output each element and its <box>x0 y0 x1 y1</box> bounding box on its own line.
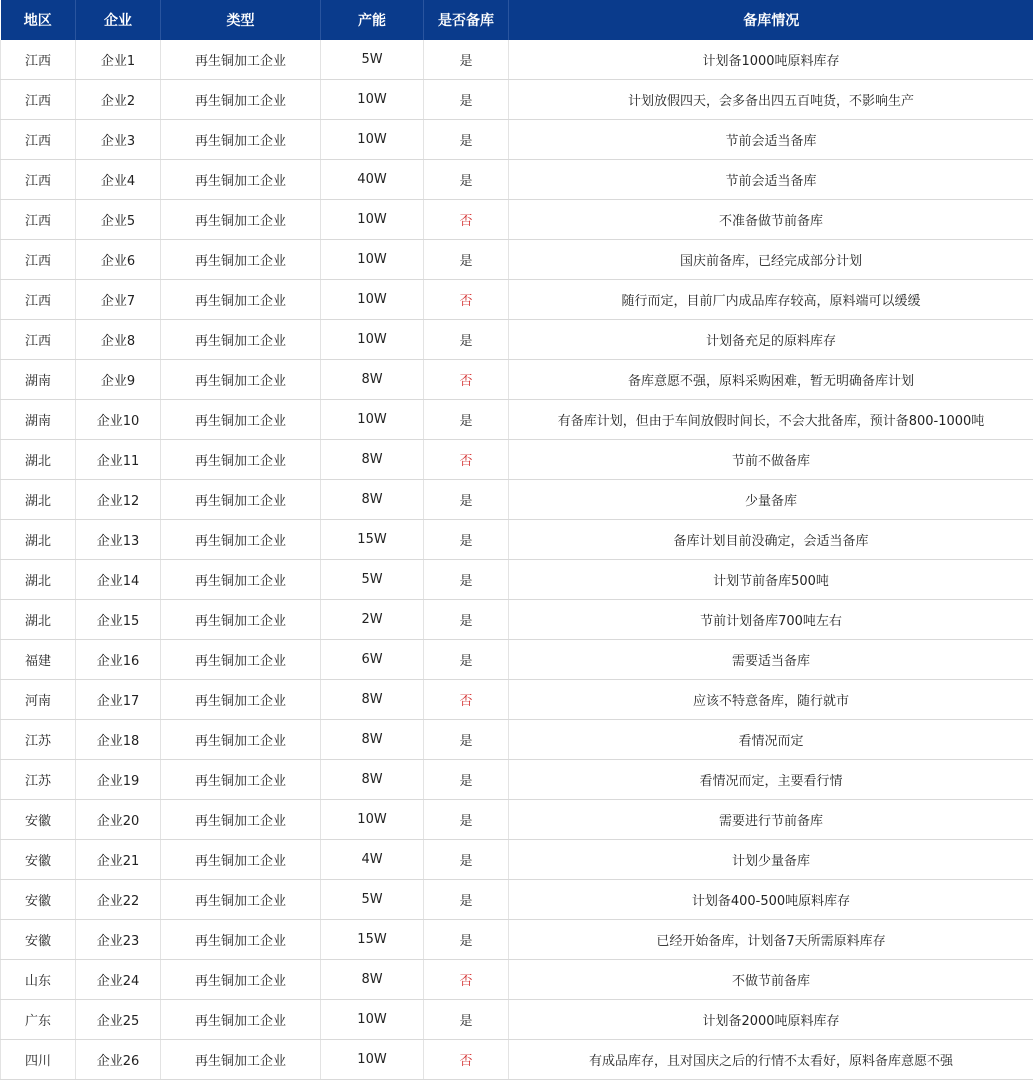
cell-company: 企业3 <box>76 120 161 160</box>
cell-company: 企业19 <box>76 760 161 800</box>
cell-stock: 是 <box>424 520 509 560</box>
cell-capacity: 10W <box>321 800 424 840</box>
cell-type: 再生铜加工企业 <box>161 480 321 520</box>
cell-type: 再生铜加工企业 <box>161 320 321 360</box>
cell-region: 江西 <box>1 280 76 320</box>
cell-company: 企业20 <box>76 800 161 840</box>
cell-situation: 节前会适当备库 <box>509 160 1033 200</box>
cell-capacity: 40W <box>321 160 424 200</box>
cell-situation: 有备库计划，但由于车间放假时间长，不会大批备库，预计备800-1000吨 <box>509 400 1033 440</box>
cell-region: 江西 <box>1 200 76 240</box>
cell-situation: 应该不特意备库，随行就市 <box>509 680 1033 720</box>
table-row <box>1 360 1033 400</box>
cell-situation: 需要进行节前备库 <box>509 800 1033 840</box>
table-row <box>1 560 1033 600</box>
cell-type: 再生铜加工企业 <box>161 1040 321 1080</box>
cell-situation: 计划少量备库 <box>509 840 1033 880</box>
table-row <box>1 1040 1033 1080</box>
table-row <box>1 200 1033 240</box>
cell-company: 企业12 <box>76 480 161 520</box>
cell-capacity: 8W <box>321 440 424 480</box>
cell-situation: 已经开始备库，计划备7天所需原料库存 <box>509 920 1033 960</box>
cell-region: 湖北 <box>1 480 76 520</box>
cell-company: 企业15 <box>76 600 161 640</box>
cell-company: 企业5 <box>76 200 161 240</box>
cell-type: 再生铜加工企业 <box>161 520 321 560</box>
cell-stock: 是 <box>424 40 509 80</box>
cell-company: 企业4 <box>76 160 161 200</box>
cell-type: 再生铜加工企业 <box>161 800 321 840</box>
cell-company: 企业7 <box>76 280 161 320</box>
cell-capacity: 15W <box>321 520 424 560</box>
cell-stock: 是 <box>424 720 509 760</box>
table-row <box>1 520 1033 560</box>
cell-region: 江西 <box>1 160 76 200</box>
table-row <box>1 120 1033 160</box>
cell-stock: 是 <box>424 880 509 920</box>
cell-company: 企业25 <box>76 1000 161 1040</box>
cell-region: 湖南 <box>1 400 76 440</box>
cell-situation: 需要适当备库 <box>509 640 1033 680</box>
cell-capacity: 5W <box>321 560 424 600</box>
cell-type: 再生铜加工企业 <box>161 680 321 720</box>
cell-region: 安徽 <box>1 880 76 920</box>
cell-region: 安徽 <box>1 840 76 880</box>
table-row <box>1 400 1033 440</box>
cell-region: 江西 <box>1 80 76 120</box>
cell-situation: 计划节前备库500吨 <box>509 560 1033 600</box>
cell-type: 再生铜加工企业 <box>161 720 321 760</box>
table-row <box>1 280 1033 320</box>
table-row <box>1 880 1033 920</box>
cell-company: 企业22 <box>76 880 161 920</box>
cell-capacity: 5W <box>321 880 424 920</box>
cell-type: 再生铜加工企业 <box>161 880 321 920</box>
cell-situation: 计划备400-500吨原料库存 <box>509 880 1033 920</box>
cell-stock: 是 <box>424 320 509 360</box>
cell-type: 再生铜加工企业 <box>161 400 321 440</box>
cell-stock: 否 <box>424 360 509 400</box>
cell-company: 企业13 <box>76 520 161 560</box>
cell-situation: 备库计划目前没确定，会适当备库 <box>509 520 1033 560</box>
cell-situation: 随行而定，目前厂内成品库存较高，原料端可以缓缓 <box>509 280 1033 320</box>
cell-situation: 计划备充足的原料库存 <box>509 320 1033 360</box>
cell-stock: 否 <box>424 1040 509 1080</box>
cell-capacity: 4W <box>321 840 424 880</box>
cell-type: 再生铜加工企业 <box>161 40 321 80</box>
table-row <box>1 960 1033 1000</box>
cell-situation: 计划备1000吨原料库存 <box>509 40 1033 80</box>
cell-stock: 是 <box>424 560 509 600</box>
cell-company: 企业9 <box>76 360 161 400</box>
cell-company: 企业26 <box>76 1040 161 1080</box>
cell-company: 企业24 <box>76 960 161 1000</box>
cell-type: 再生铜加工企业 <box>161 640 321 680</box>
cell-stock: 是 <box>424 400 509 440</box>
cell-region: 江苏 <box>1 720 76 760</box>
header-stock: 是否备库 <box>424 0 509 40</box>
cell-situation: 看情况而定 <box>509 720 1033 760</box>
header-type: 类型 <box>161 0 321 40</box>
cell-company: 企业11 <box>76 440 161 480</box>
cell-region: 四川 <box>1 1040 76 1080</box>
cell-company: 企业8 <box>76 320 161 360</box>
table-row <box>1 720 1033 760</box>
cell-stock: 是 <box>424 640 509 680</box>
cell-stock: 是 <box>424 240 509 280</box>
cell-capacity: 10W <box>321 1040 424 1080</box>
cell-situation: 不做节前备库 <box>509 960 1033 1000</box>
cell-capacity: 5W <box>321 40 424 80</box>
cell-region: 江西 <box>1 120 76 160</box>
table-row <box>1 1000 1033 1040</box>
cell-situation: 国庆前备库，已经完成部分计划 <box>509 240 1033 280</box>
cell-type: 再生铜加工企业 <box>161 1000 321 1040</box>
cell-type: 再生铜加工企业 <box>161 160 321 200</box>
cell-capacity: 10W <box>321 280 424 320</box>
cell-region: 安徽 <box>1 800 76 840</box>
table-row <box>1 600 1033 640</box>
cell-capacity: 10W <box>321 120 424 160</box>
cell-type: 再生铜加工企业 <box>161 360 321 400</box>
cell-situation: 备库意愿不强，原料采购困难，暂无明确备库计划 <box>509 360 1033 400</box>
cell-stock: 是 <box>424 760 509 800</box>
header-region: 地区 <box>1 0 76 40</box>
cell-capacity: 8W <box>321 720 424 760</box>
cell-stock: 否 <box>424 440 509 480</box>
cell-capacity: 8W <box>321 360 424 400</box>
cell-type: 再生铜加工企业 <box>161 240 321 280</box>
cell-situation: 少量备库 <box>509 480 1033 520</box>
cell-situation: 节前计划备库700吨左右 <box>509 600 1033 640</box>
cell-region: 河南 <box>1 680 76 720</box>
cell-type: 再生铜加工企业 <box>161 440 321 480</box>
cell-company: 企业18 <box>76 720 161 760</box>
cell-company: 企业10 <box>76 400 161 440</box>
cell-capacity: 15W <box>321 920 424 960</box>
cell-type: 再生铜加工企业 <box>161 920 321 960</box>
table-row <box>1 440 1033 480</box>
cell-stock: 是 <box>424 480 509 520</box>
cell-region: 江西 <box>1 320 76 360</box>
table-row <box>1 320 1033 360</box>
cell-capacity: 10W <box>321 240 424 280</box>
table-row <box>1 240 1033 280</box>
cell-stock: 否 <box>424 960 509 1000</box>
cell-company: 企业14 <box>76 560 161 600</box>
cell-stock: 否 <box>424 680 509 720</box>
cell-situation: 节前会适当备库 <box>509 120 1033 160</box>
cell-type: 再生铜加工企业 <box>161 840 321 880</box>
table-row <box>1 760 1033 800</box>
cell-stock: 是 <box>424 800 509 840</box>
cell-stock: 是 <box>424 600 509 640</box>
cell-capacity: 10W <box>321 400 424 440</box>
cell-region: 广东 <box>1 1000 76 1040</box>
cell-stock: 否 <box>424 200 509 240</box>
table-row <box>1 480 1033 520</box>
cell-capacity: 8W <box>321 680 424 720</box>
cell-situation: 计划备2000吨原料库存 <box>509 1000 1033 1040</box>
header-company: 企业 <box>76 0 161 40</box>
cell-stock: 是 <box>424 80 509 120</box>
table-row <box>1 920 1033 960</box>
cell-capacity: 10W <box>321 80 424 120</box>
cell-type: 再生铜加工企业 <box>161 760 321 800</box>
cell-company: 企业17 <box>76 680 161 720</box>
cell-region: 湖北 <box>1 560 76 600</box>
cell-region: 山东 <box>1 960 76 1000</box>
table-body <box>1 40 1033 1080</box>
table-row <box>1 80 1033 120</box>
header-row <box>1 0 1033 40</box>
cell-company: 企业1 <box>76 40 161 80</box>
header-situation: 备库情况 <box>509 0 1033 40</box>
table-row <box>1 800 1033 840</box>
cell-situation: 节前不做备库 <box>509 440 1033 480</box>
cell-stock: 是 <box>424 1000 509 1040</box>
cell-capacity: 8W <box>321 480 424 520</box>
cell-company: 企业6 <box>76 240 161 280</box>
cell-capacity: 8W <box>321 960 424 1000</box>
cell-capacity: 10W <box>321 1000 424 1040</box>
cell-region: 安徽 <box>1 920 76 960</box>
cell-region: 福建 <box>1 640 76 680</box>
cell-region: 江苏 <box>1 760 76 800</box>
cell-region: 湖北 <box>1 600 76 640</box>
cell-situation: 计划放假四天，会多备出四五百吨货，不影响生产 <box>509 80 1033 120</box>
table-row <box>1 40 1033 80</box>
table-row <box>1 160 1033 200</box>
cell-company: 企业23 <box>76 920 161 960</box>
cell-type: 再生铜加工企业 <box>161 960 321 1000</box>
cell-stock: 是 <box>424 120 509 160</box>
cell-capacity: 10W <box>321 320 424 360</box>
cell-stock: 否 <box>424 280 509 320</box>
cell-stock: 是 <box>424 160 509 200</box>
cell-region: 江西 <box>1 240 76 280</box>
cell-capacity: 10W <box>321 200 424 240</box>
cell-region: 江西 <box>1 40 76 80</box>
header-capacity: 产能 <box>321 0 424 40</box>
cell-company: 企业2 <box>76 80 161 120</box>
cell-region: 湖南 <box>1 360 76 400</box>
cell-type: 再生铜加工企业 <box>161 560 321 600</box>
cell-region: 湖北 <box>1 440 76 480</box>
cell-situation: 不准备做节前备库 <box>509 200 1033 240</box>
cell-situation: 看情况而定，主要看行情 <box>509 760 1033 800</box>
cell-stock: 是 <box>424 840 509 880</box>
cell-capacity: 2W <box>321 600 424 640</box>
cell-type: 再生铜加工企业 <box>161 80 321 120</box>
table-row <box>1 840 1033 880</box>
cell-company: 企业16 <box>76 640 161 680</box>
cell-capacity: 8W <box>321 760 424 800</box>
table-row <box>1 640 1033 680</box>
cell-capacity: 6W <box>321 640 424 680</box>
cell-type: 再生铜加工企业 <box>161 200 321 240</box>
cell-stock: 是 <box>424 920 509 960</box>
cell-type: 再生铜加工企业 <box>161 600 321 640</box>
cell-company: 企业21 <box>76 840 161 880</box>
cell-region: 湖北 <box>1 520 76 560</box>
table-row <box>1 680 1033 720</box>
cell-type: 再生铜加工企业 <box>161 280 321 320</box>
cell-type: 再生铜加工企业 <box>161 120 321 160</box>
cell-situation: 有成品库存，且对国庆之后的行情不太看好，原料备库意愿不强 <box>509 1040 1033 1080</box>
